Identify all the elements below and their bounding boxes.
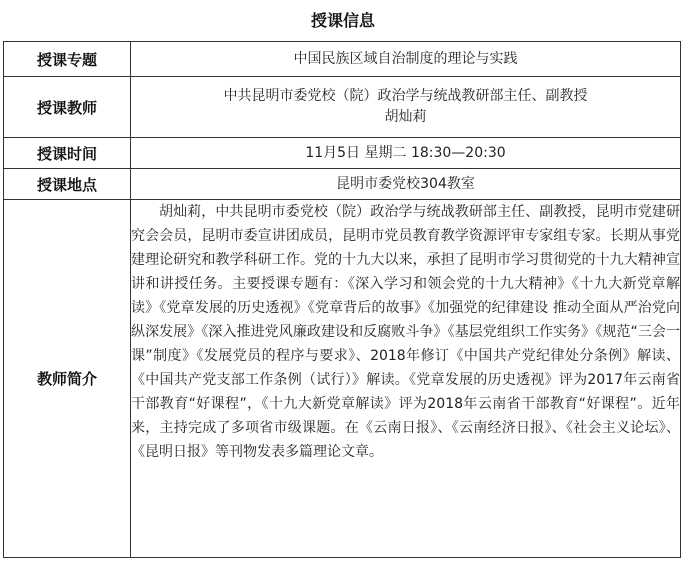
teacher-value: [131, 77, 681, 138]
teacher-name: 胡灿莉: [384, 109, 427, 125]
location-value: 昆明市委党校304教室: [131, 169, 681, 200]
teacher-label: 授课教师: [4, 77, 131, 138]
time-label: 授课时间: [4, 138, 131, 169]
topic-value: 中国民族区域自治制度的理论与实践: [131, 42, 681, 77]
info-table: [3, 41, 681, 558]
time-value: 11月5日 星期二 18:30—20:30: [131, 138, 681, 169]
topic-label: 授课专题: [4, 42, 131, 77]
page-title: 授课信息: [310, 11, 375, 30]
bio-text: 胡灿莉，中共昆明市委党校（院）政治学与统战教研部主任、副教授，昆明市党建研究会会员，昆明市委宣讲团成员，昆明市党员教育教学资源评审专家组专家。长期从事党建理论研究和教学科研工作。党的十九大以来，承担了昆明市学习贯彻党的十九大精神宣讲和讲授任务。主要授课专题有：《深入学习和领会党的十九大精神》《十九大新党章解读》《党章发展的历史透视》《党章背后的故事》《加强党的纪律建设 推动全面从严治党向纵深发展》《深入推进党风廉政建设和反腐败斗争》《基层党组织工作实务》《规范“三会一课”制度》《发展党员的程序与要求》、2018年修订《中国共产党纪律处分条例》解读、《中国共产党支部工作条例（试行）》解读。《党章发展的历史透视》评为2017年云南省干部教育“好课程”，《十九大新党章解读》评为2018年云南省干部教育“好课程”。近年来，主持完成了多项省市级课题。在《云南日报》、《云南经济日报》、《社会主义论坛》、《昆明日报》等刊物发表多篇理论文章。: [131, 200, 681, 558]
table-row-bio: [4, 200, 681, 558]
table-row-time: [4, 138, 681, 169]
table-row-teacher: [4, 77, 681, 138]
location-label: 授课地点: [4, 169, 131, 200]
teacher-title: 中共昆明市委党校（院）政治学与统战教研部主任、副教授: [223, 88, 588, 104]
table-row-topic: [4, 42, 681, 77]
bio-label: 教师简介: [4, 200, 131, 558]
table-row-location: [4, 169, 681, 200]
